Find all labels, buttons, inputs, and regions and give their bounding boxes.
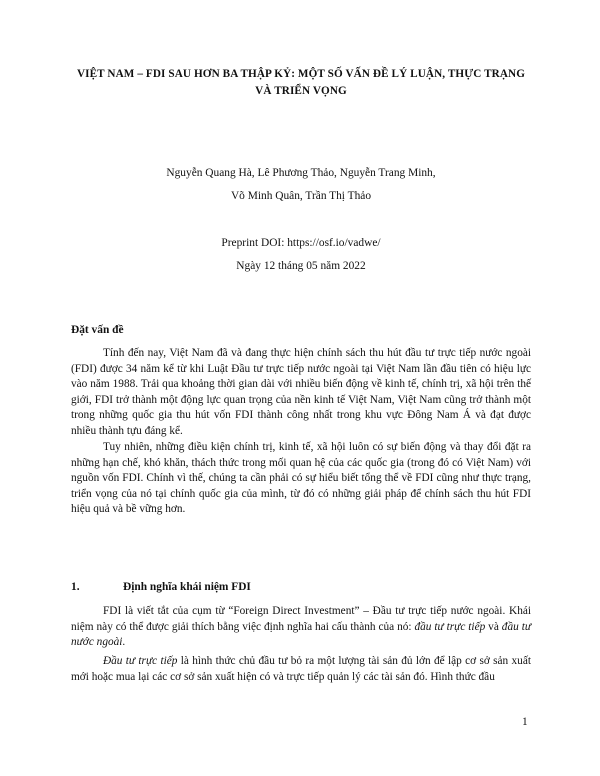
intro-paragraph-2: Tuy nhiên, những điều kiện chính trị, kinh tế, xã hội luôn có sự biến động và thay đổi đặt ra những hạn chế, khó khăn, thách thức trong mối quan hệ của các quốc gia (trong đó có Việt Nam) với nguồn vốn FDI. Chính vì thế, chúng ta cần phải có sự hiểu biết tổng thể về FDI cũng như thực trạng, triển vọng của nó tại chính quốc gia của mình, từ đó có những giải pháp để chính sách thu hút FDI hiệu quả và bề vững hơn. [71, 441, 531, 516]
publication-date: Ngày 12 tháng 05 năm 2022 [236, 260, 366, 272]
term-foreign-investment: đầu tư nước ngoài [71, 620, 531, 649]
paper-title: VIỆT NAM – FDI SAU HƠN BA THẬP KỶ: MỘT SỐ VẤN ĐỀ LÝ LUẬN, THỰC TRẠNG VÀ TRIỂN VỌNG [76, 68, 526, 97]
intro-heading: Đặt vấn đề [71, 324, 124, 336]
section-1-heading [71, 580, 531, 595]
section-1-p2-text: là hình thức chủ đầu tư bỏ ra một lượng tài sản đủ lớn để lập cơ sở sản xuất mới hoặc mua lại các cơ sở sản xuất hiện có và trực tiếp quản lý các tài sản đó. Hình thức đầu [71, 655, 531, 683]
section-1-p1-end: . [122, 636, 126, 649]
authors-line-1: Nguyễn Quang Hà, Lê Phương Thảo, Nguyễn Trang Minh, [166, 167, 436, 179]
section-1-p1-and: và [485, 620, 502, 633]
term-direct-investment: đầu tư trực tiếp [414, 620, 486, 633]
section-1-number: 1. [71, 581, 80, 593]
section-1-p1-text: FDI là viết tắt của cụm từ “Foreign Direct Investment” – Đầu tư trực tiếp nước ngoài. Khái niệm này có thể được giải thích bằng việc định nghĩa hai cấu thành của nó: [71, 605, 531, 633]
intro-paragraph-1: Tính đến nay, Việt Nam đã và đang thực hiện chính sách thu hút đầu tư trực tiếp nước ngoài (FDI) được 34 năm kể từ khi Luật Đầu tư trực tiếp nước ngoài tại Việt Nam lần đầu tiên có hiệu lực vào năm 1988. Trải qua khoảng thời gian dài với nhiều biến động về kinh tế, chính trị, xã hội trên thế giới, FDI trở thành một động lực quan trọng của nền kinh tế Việt Nam, Việt Nam cũng trở thành một trong những quốc gia thu hút vốn FDI thành công nhất trong khu vực Đông Nam Á và đạt được nhiều thành tựu đáng kể. [71, 347, 531, 437]
term-direct-investment-lead: Đầu tư trực tiếp [103, 655, 178, 667]
section-1-paragraph-1 [71, 604, 531, 651]
section-1-title: Định nghĩa khái niệm FDI [123, 581, 251, 593]
preprint-doi: Preprint DOI: https://osf.io/vadwe/ [221, 237, 381, 249]
authors-line-2: Võ Minh Quân, Trần Thị Thảo [230, 190, 372, 202]
page-number: 1 [522, 716, 528, 728]
section-1-paragraph-2 [71, 654, 531, 685]
